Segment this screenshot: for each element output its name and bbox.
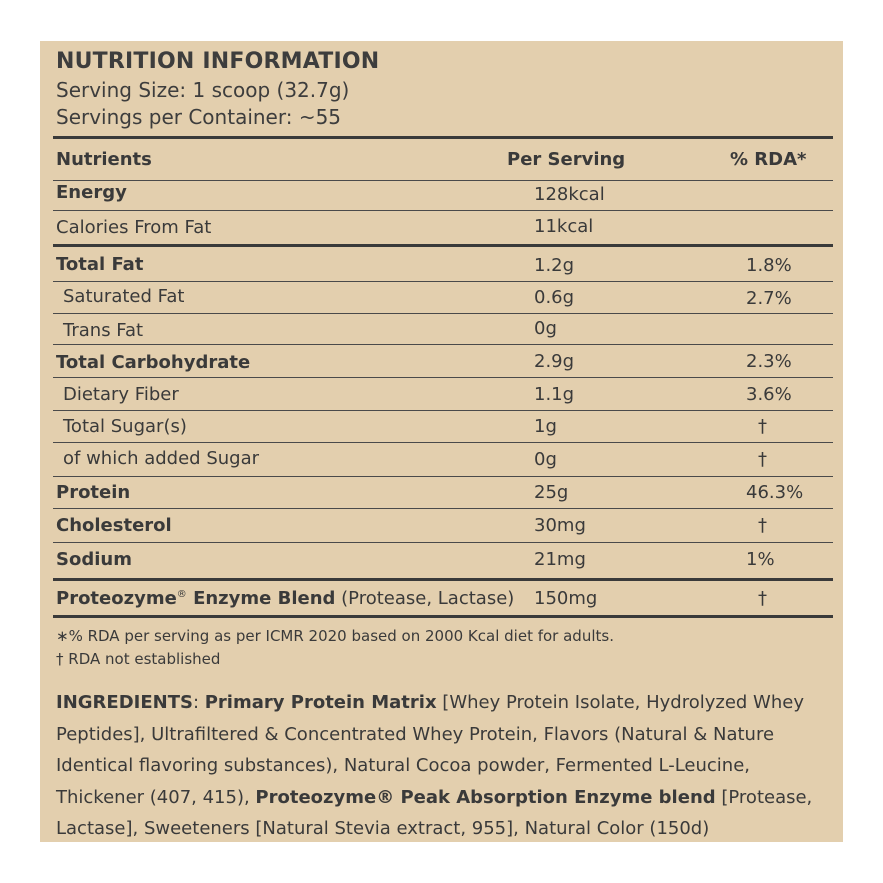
ingredients-text-2: [Protease, Lactase], Sweeteners [Natural Stevia extract, 955], Natural Color (150d) xyxy=(56,786,813,839)
per-serving-sodium: 21mg xyxy=(534,549,586,570)
row-divider xyxy=(53,344,833,345)
nutrient-label-trans-fat: Trans Fat xyxy=(63,320,144,341)
per-serving-protein: 25g xyxy=(534,482,569,503)
rda-protein: 46.3% xyxy=(746,482,804,503)
section-rule xyxy=(53,244,833,247)
enzyme-name: Proteozyme xyxy=(56,588,177,609)
rda-enzyme-blend: † xyxy=(758,588,767,609)
ingredients-separator: : xyxy=(192,692,205,713)
rda-saturated-fat: 2.7% xyxy=(746,288,792,309)
per-serving-energy: 128kcal xyxy=(534,184,605,205)
per-serving-calories-from-fat: 11kcal xyxy=(534,216,594,237)
nutrient-label-enzyme-blend xyxy=(56,588,514,609)
header-rule xyxy=(53,136,833,139)
ingredients-text-1: [Whey Protein Isolate, Hydrolyzed Whey Peptides], Ultrafiltered & Concentrated Whey Protein, Flavors (Natural & Nature Identical flavoring substances), Natural Cocoa powder, Fermented L-Leucine, Thickener (407, 415), xyxy=(56,692,804,808)
row-divider xyxy=(53,508,833,509)
per-serving-enzyme-blend: 150mg xyxy=(534,588,598,609)
enzyme-components: (Protease, Lactase) xyxy=(335,588,515,609)
nutrient-label-added-sugar: of which added Sugar xyxy=(63,448,260,469)
table-bottom-rule xyxy=(53,615,833,618)
label-title: NUTRITION INFORMATION xyxy=(56,49,380,74)
column-header-rda: % RDA* xyxy=(730,149,807,170)
registered-mark: ® xyxy=(176,589,187,600)
row-divider xyxy=(53,410,833,411)
enzyme-blend-word: Enzyme Blend xyxy=(186,588,336,609)
ingredients-enzyme-blend: Proteozyme® Peak Absorption Enzyme blend xyxy=(255,786,716,808)
row-divider xyxy=(53,476,833,477)
rda-total-fat: 1.8% xyxy=(746,255,792,276)
nutrient-label-saturated-fat: Saturated Fat xyxy=(63,286,185,307)
rda-sodium: 1% xyxy=(746,549,775,570)
per-serving-trans-fat: 0g xyxy=(534,318,557,339)
column-header-per-serving: Per Serving xyxy=(507,149,626,170)
nutrient-label-sodium: Sodium xyxy=(56,549,132,570)
label-header xyxy=(56,47,379,131)
column-header-nutrients: Nutrients xyxy=(56,149,152,170)
row-divider xyxy=(53,442,833,443)
nutrient-label-protein: Protein xyxy=(56,482,131,503)
per-serving-saturated-fat: 0.6g xyxy=(534,287,575,308)
nutrient-label-energy: Energy xyxy=(56,182,127,203)
per-serving-total-sugars: 1g xyxy=(534,416,557,437)
row-divider xyxy=(53,542,833,543)
row-divider xyxy=(53,281,833,282)
nutrient-label-calories-from-fat: Calories From Fat xyxy=(56,217,212,238)
serving-size: Serving Size: 1 scoop (32.7g) xyxy=(56,78,350,102)
nutrient-label-total-fat: Total Fat xyxy=(56,254,144,275)
rda-added-sugar: † xyxy=(758,449,767,470)
rda-cholesterol: † xyxy=(758,515,767,536)
per-serving-added-sugar: 0g xyxy=(534,449,557,470)
ingredients-label: INGREDIENTS xyxy=(56,692,193,713)
nutrient-label-dietary-fiber: Dietary Fiber xyxy=(63,384,179,405)
rda-footnote: ∗% RDA per serving as per ICMR 2020 based on 2000 Kcal diet for adults. xyxy=(56,627,614,645)
row-divider xyxy=(53,313,833,314)
nutrient-label-cholesterol: Cholesterol xyxy=(56,515,172,536)
per-serving-dietary-fiber: 1.1g xyxy=(534,384,575,405)
row-divider xyxy=(53,180,833,181)
per-serving-total-carbohydrate: 2.9g xyxy=(534,351,575,372)
rda-total-sugars: † xyxy=(758,416,767,437)
servings-per-container: Servings per Container: ~55 xyxy=(56,105,342,129)
per-serving-total-fat: 1.2g xyxy=(534,255,575,276)
nutrition-panel xyxy=(40,41,843,842)
section-rule xyxy=(53,578,833,581)
rda-total-carbohydrate: 2.3% xyxy=(746,351,792,372)
row-divider xyxy=(53,377,833,378)
ingredients-paragraph xyxy=(56,687,826,845)
dagger-footnote: † RDA not established xyxy=(56,650,221,668)
per-serving-cholesterol: 30mg xyxy=(534,515,586,536)
rda-dietary-fiber: 3.6% xyxy=(746,384,792,405)
nutrient-label-total-carbohydrate: Total Carbohydrate xyxy=(56,352,251,373)
ingredients-primary-matrix: Primary Protein Matrix xyxy=(204,692,437,713)
nutrient-label-total-sugars: Total Sugar(s) xyxy=(63,416,187,437)
row-divider xyxy=(53,210,833,211)
